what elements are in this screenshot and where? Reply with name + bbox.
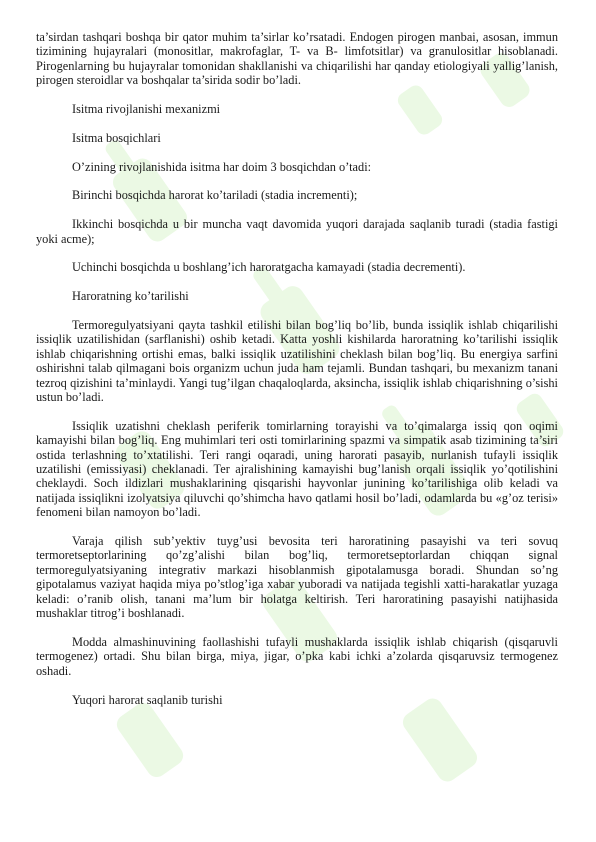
stage-item: Birinchi bosqichda harorat ko’tariladi (stadia incrementi); bbox=[72, 188, 358, 203]
paragraph-body: Termoregulyatsiyani qayta tashkil etilishi bilan bog’liq bo’lib, bunda issiqlik ishlab chiqarilishi issiqlik uzatilishidan (sarflanishi) oshib ketadi. Katta yoshli kishilarda haroratning ko’tarilishi issiqlik ishlab chiqarishning ortishi emas, balki issiqlik uzatilishini cheklash bilan bog’liq. Bu energiya sarfini oshirishni talab qilmagani bois organizm uchun juda ham tejamli. Bundan tashqari, bu mexanizm tanani tezroq qizishini ta’minlaydi. Yangi tug’ilgan chaqaloqlarda, aksincha, issiqlik ishlab chiqarishning o’sishi ustun bo’ladi. bbox=[36, 318, 558, 405]
section-heading: Haroratning ko’tarilishi bbox=[72, 289, 189, 304]
stage-item: Ikkinchi bosqichda u bir muncha vaqt davomida yuqori darajada saqlanib turadi (stadia fastigi yoki acme); bbox=[36, 217, 558, 246]
paragraph-body: Modda almashinuvining faollashishi tufayli mushaklarda issiqlik ishlab chiqarish (qisqaruvli termogenez) ortadi. Shu bilan birga, miya, jigar, o’pka kabi ichki a’zolarda qisqaruvsiz termogenez oshadi. bbox=[36, 634, 558, 678]
section-heading: Yuqori harorat saqlanib turishi bbox=[72, 692, 223, 707]
paragraph-body: Issiqlik uzatishni cheklash periferik tomirlarning torayishi va to’qimalarga issiq qon oqimi kamayishi bilan bog’liq. Eng muhimlari teri osti tomirlarining spazmi va simpatik asab tizimining ta’siri ostida terlashning to’xtatilishi. Teri rangi oqaradi, uning harorati pasayib, nurlanish tufayli issiqlik uzatilishi (emissiyasi) cheklanadi. Ter ajralishining kamayishi bug’lanish orqali issiqlik yo’qotilishini cheklaydi. Soch ildizlari mushaklarining qisqarishi hayvonlar junining ko’tarilishiga olib keladi va natijada issiqlikni izolyatsiya qiluvchi qo’shimcha havo qatlami hosil bo’ladi, odamlarda bu «g’oz terisi» fenomeni bilan namoyon bo’ladi. bbox=[36, 418, 558, 520]
document-page bbox=[36, 30, 558, 721]
section-heading: Isitma rivojlanishi mexanizmi bbox=[72, 102, 221, 117]
stage-item: Uchinchi bosqichda u boshlang’ich haroratgacha kamayadi (stadia decrementi). bbox=[72, 260, 466, 275]
paragraph-body: ta’sirdan tashqari boshqa bir qator muhim ta’sirlar ko’rsatadi. Endogen pirogen manbai, asosan, immun tizimining hujayralari (monositlar, makrofaglar, T- va B- limfotsitlar) va granulositlar hisoblanadi. Pirogenlarning bu hujayralar tomonidan shakllanishi va chiqarilishi har qanday etiologiyali yallig’lanish, pirogen steroidlar va boshqalar ta’sirida sodir bo’ladi. bbox=[36, 30, 558, 88]
paragraph-body: Varaja qilish sub’yektiv tuyg’usi bevosita teri haroratining pasayishi va teri sovuq termoretseptorlarining qo’zg’alishi bilan bog’liq, termoretseptorlardan chiqqan signal termoregulyatsiyaning integrativ markazi hisoblanmish gipotalamusga boradi. Shundan so’ng gipotalamus vaziyat haqida miya po’stlog’iga xabar yuboradi va natijada tegishli xatti-harakatlar yuzaga keladi: o’ranib olish, tanani ma’lum bir holatga keltirish. Teri haroratining pasayishi natijhasida mushaklar titrog’i boshlanadi. bbox=[36, 534, 558, 621]
list-intro: O’zining rivojlanishida isitma har doim 3 bosqichdan o’tadi: bbox=[72, 159, 372, 174]
section-heading: Isitma bosqichlari bbox=[72, 130, 161, 145]
